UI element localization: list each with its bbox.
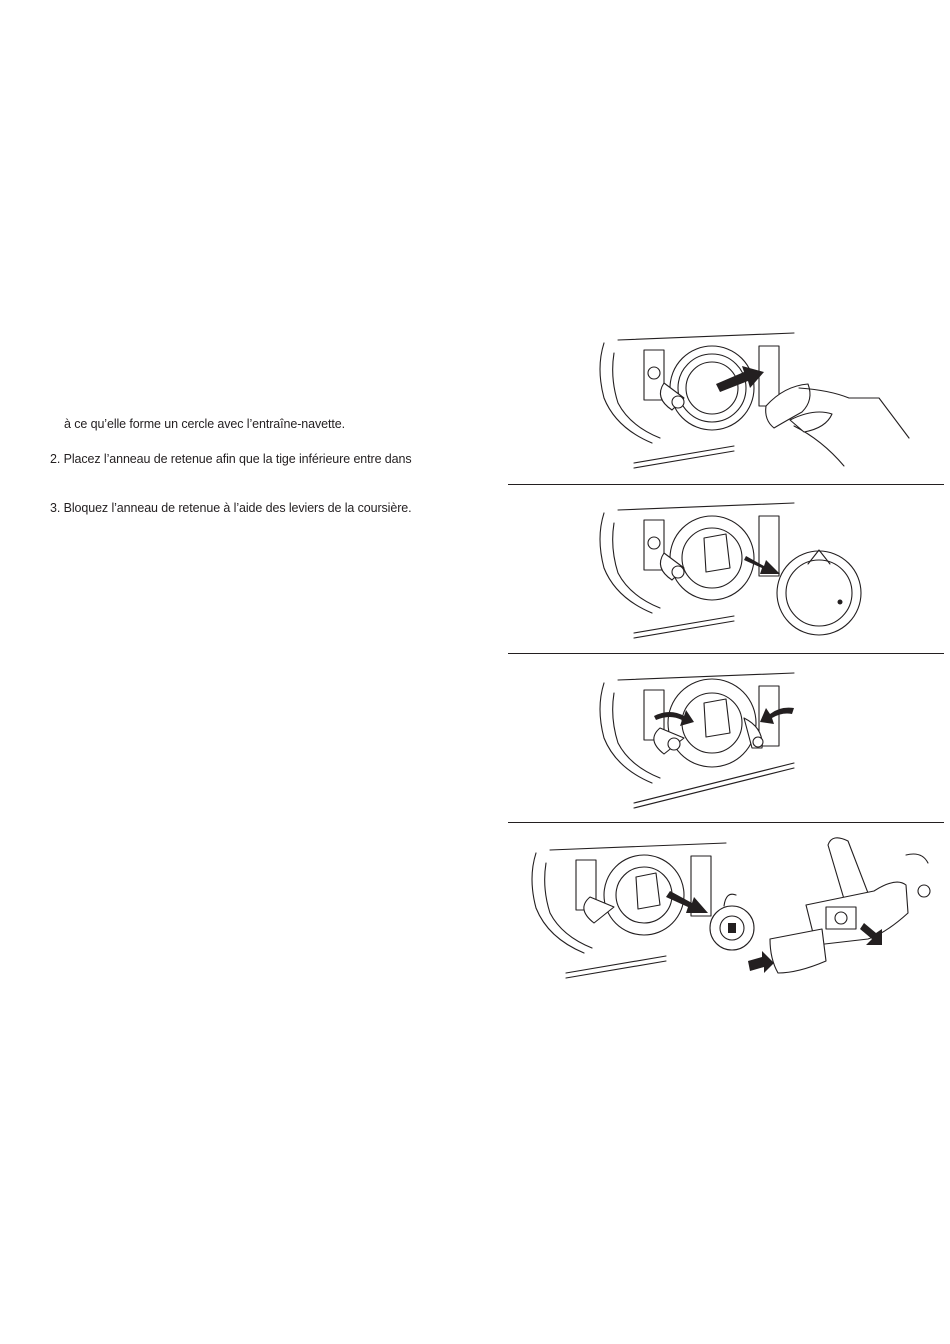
instruction-step-2: 2. Placez l’anneau de retenue afin que la tige inférieure entre dans [50,452,412,466]
figure-divider [508,484,944,485]
lock-levers-illustration [594,668,864,813]
instruction-continuation: à ce qu’elle forme un cercle avec l’entraîne-navette. [64,417,345,431]
figure-divider [508,653,944,654]
instruction-step-3: 3. Bloquez l’anneau de retenue à l’aide des leviers de la coursière. [50,501,412,515]
retaining-ring-illustration [594,498,864,643]
figure-divider [508,822,944,823]
bobbin-case-and-cover-illustration [526,833,946,983]
hook-insertion-illustration [594,328,914,473]
